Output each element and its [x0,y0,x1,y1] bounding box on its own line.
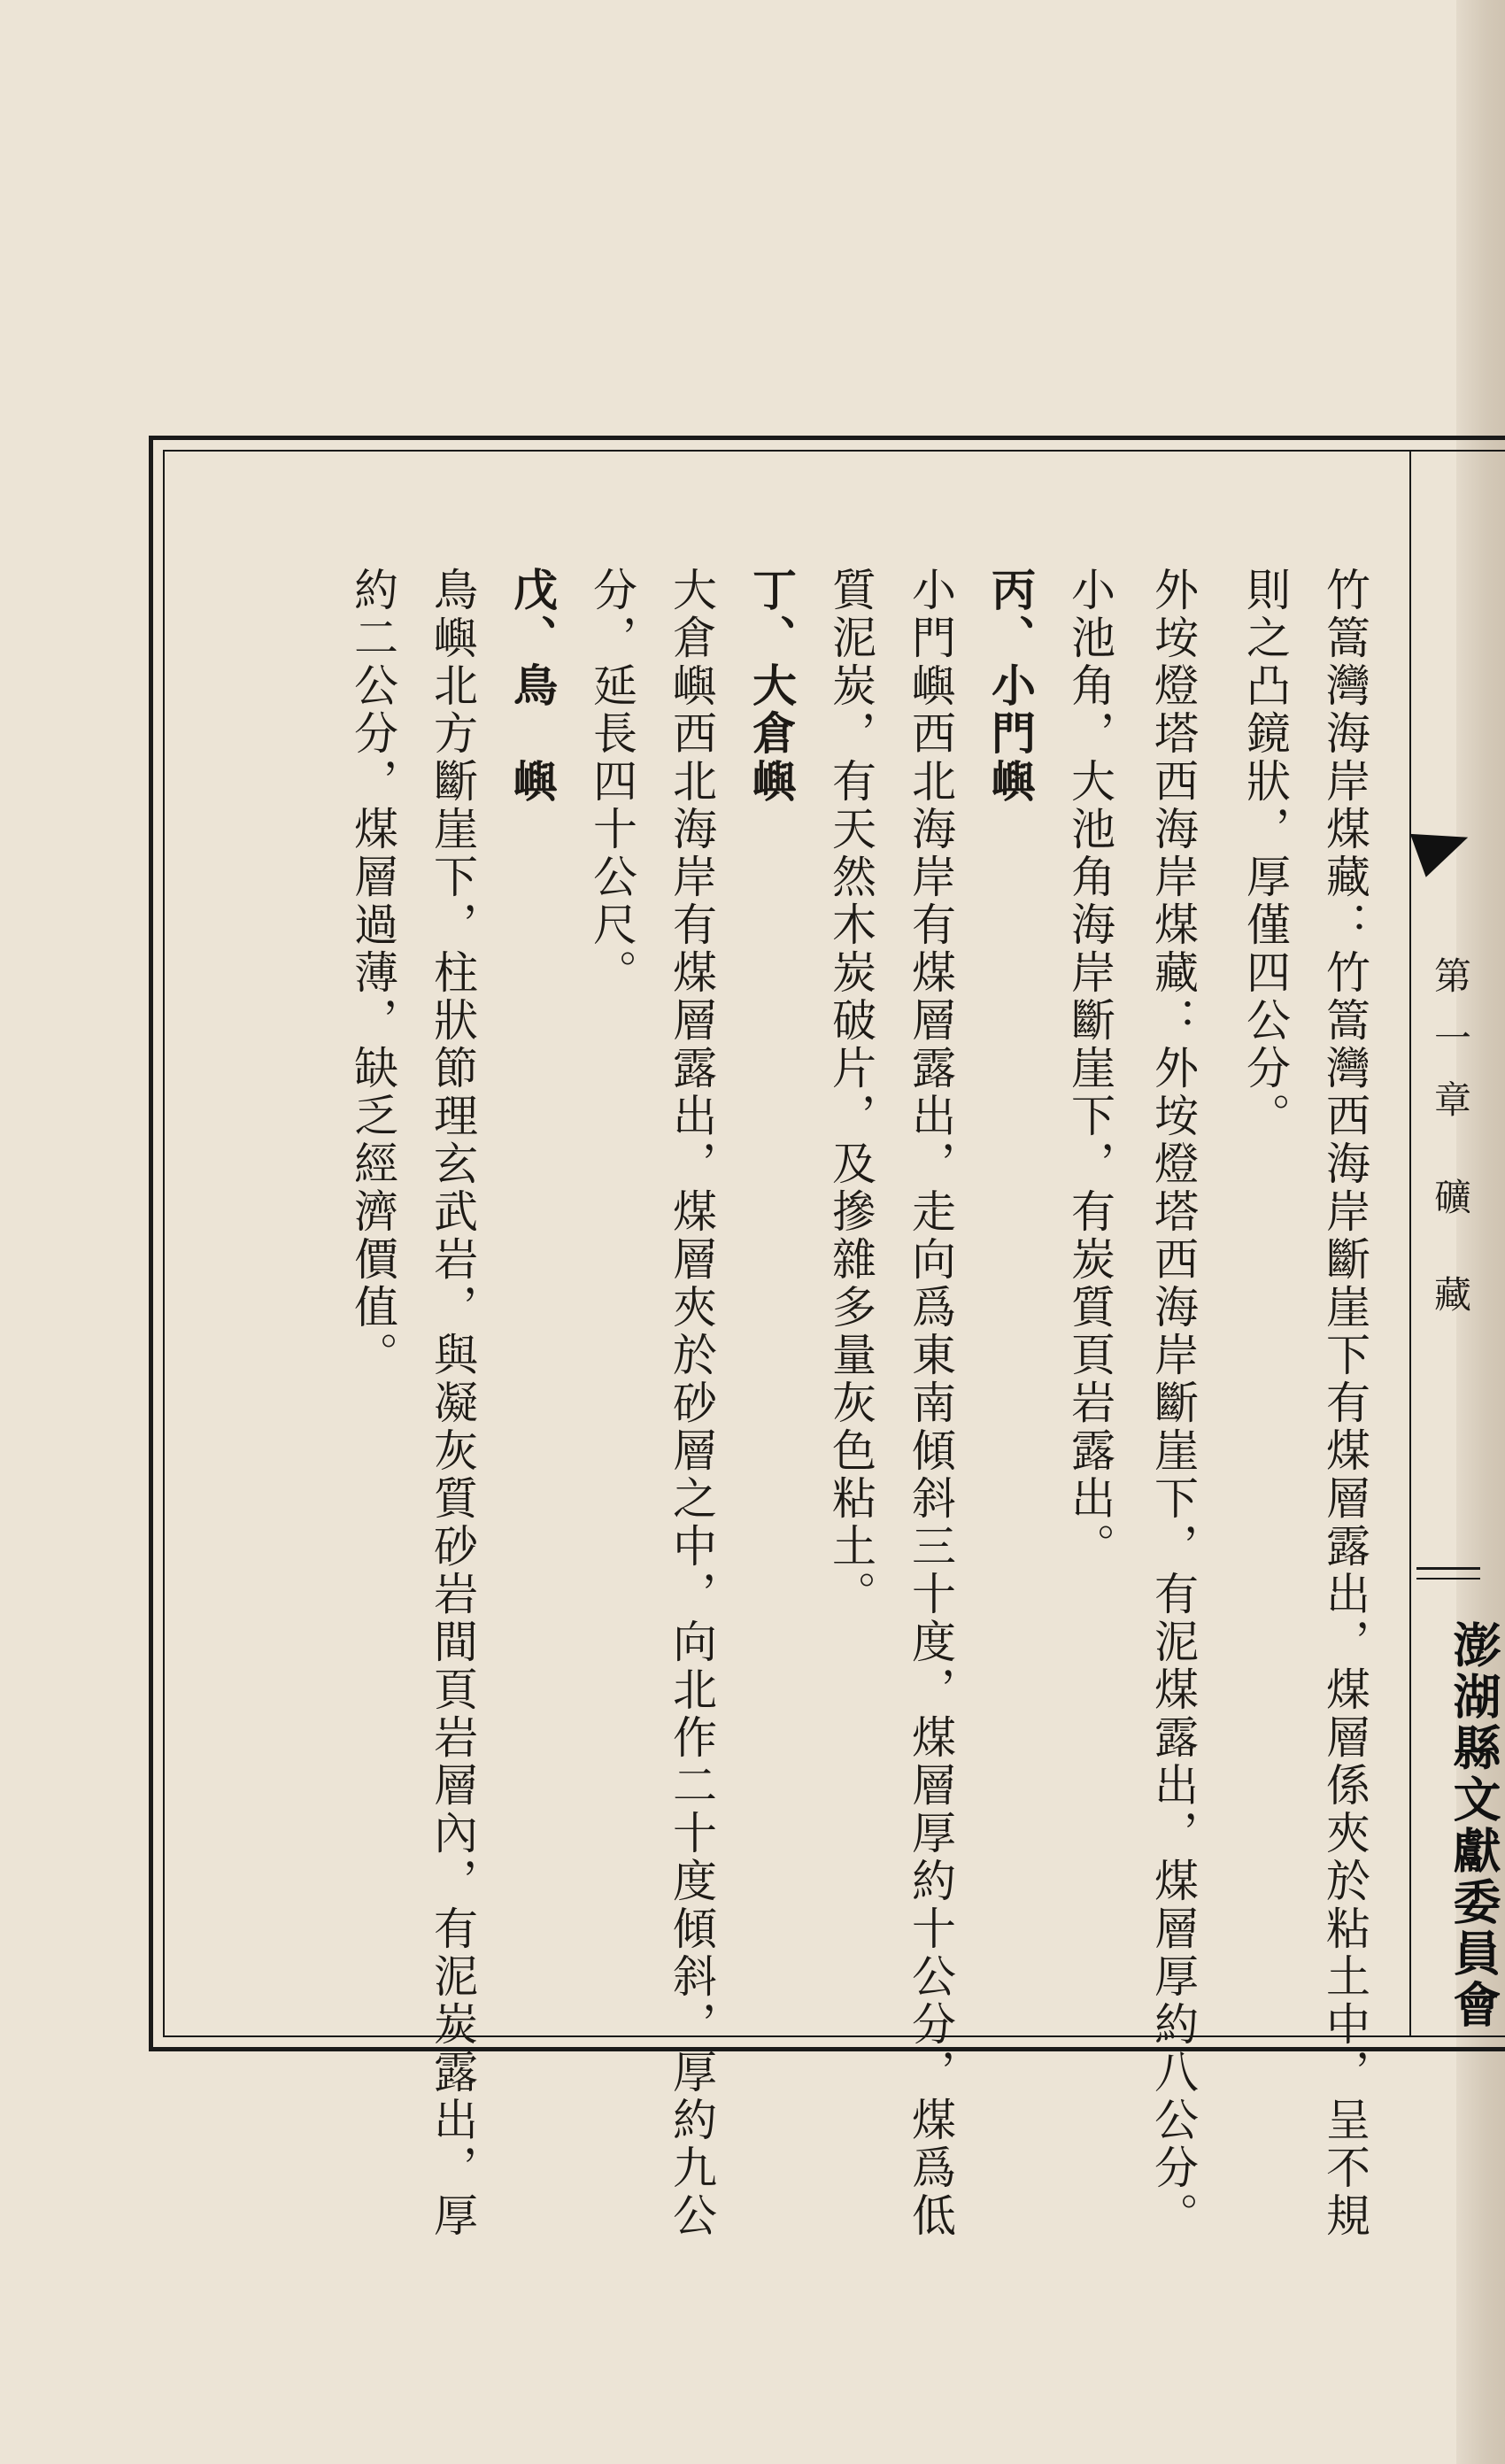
running-head-rule [1416,1567,1480,1570]
text-column: 小池角，大池角海岸斷崖下，有炭質頁岩露出。 [1064,567,1115,1571]
text-column: 竹篙灣海岸煤藏：竹篙灣西海岸斷崖下有煤層露出，煤層係夾於粘土中，呈不規 [1319,567,1370,2240]
section-label: 礦 [1429,1178,1472,1240]
section-heading: 丙、小門嶼 [984,567,1037,806]
running-head-rule-2 [1416,1578,1480,1580]
text-column: 則之凸鏡狀，厚僅四公分。 [1239,567,1291,1140]
text-column: 質泥炭，有天然木炭破片，及摻雜多量灰色粘土。 [825,567,876,1618]
book-title: 澎湖縣文獻委員會 [1446,1620,1502,2031]
text-column: 約二公分，煤層過薄，缺乏經濟價值。 [347,567,398,1379]
text-column: 小門嶼西北海岸有煤層露出，走向爲東南傾斜三十度，煤層厚約十公分，煤爲低 [905,567,956,2240]
section-heading: 戊、鳥 嶼 [506,567,559,806]
text-column: 外垵燈塔西海岸煤藏：外垵燈塔西海岸斷崖下，有泥煤露出，煤層厚約八公分。 [1147,567,1199,2240]
text-column: 分，延長四十公尺。 [586,567,637,997]
text-column: 大倉嶼西北海岸有煤層露出，煤層夾於砂層之中，向北作二十度傾斜，厚約九公 [666,567,717,2240]
text-column: 鳥嶼北方斷崖下，柱狀節理玄武岩，與凝灰質砂岩間頁岩層內，有泥炭露出，厚 [427,567,478,2240]
chapter-label: 第一章 [1429,956,1472,1142]
running-head-chapter [1427,956,1477,1337]
section-label-2: 藏 [1429,1275,1472,1337]
section-heading: 丁、大倉嶼 [745,567,798,806]
margin-divider [1409,450,1411,2037]
